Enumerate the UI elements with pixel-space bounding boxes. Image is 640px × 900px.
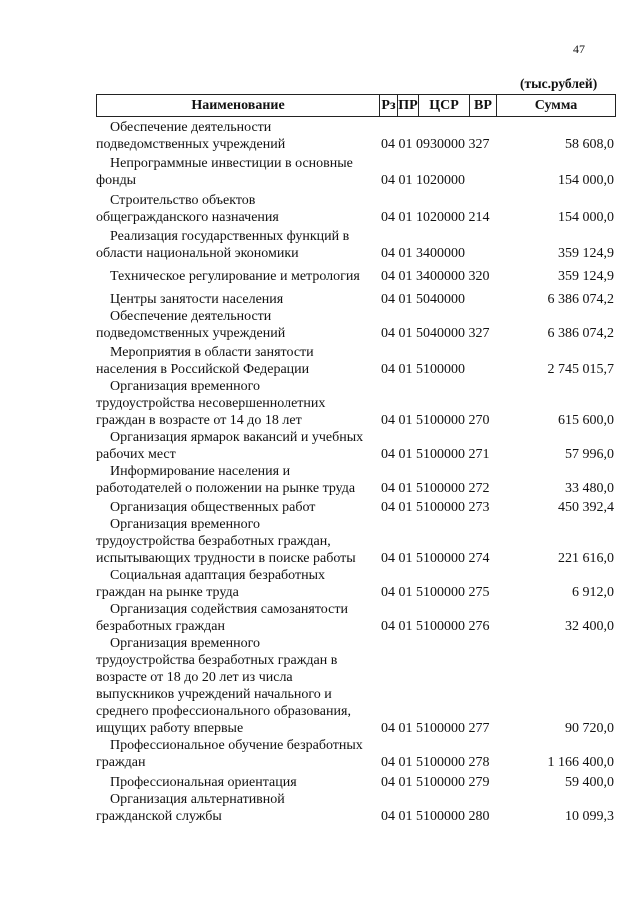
row-name [96,268,380,285]
row-name [96,601,380,635]
row-codes: 04 01 3400000 320 [381,269,490,284]
row-name-line: Информирование населения и [110,464,291,479]
row-name-line: фонды [96,173,137,188]
row-name-line: Организация временного [110,636,260,651]
row-codes: 04 01 3400000 [381,246,465,261]
row-name [96,463,380,497]
row-name-line: Реализация государственных функций в [110,229,350,244]
row-name-line: Организация общественных работ [110,500,316,515]
row-codes: 04 01 5100000 274 [381,551,490,566]
row-codes: 04 01 5100000 279 [381,775,490,790]
row-codes: 04 01 5040000 [381,292,465,307]
row-name-line: среднего профессионального образования, [96,704,351,719]
table-row [0,291,640,308]
row-name [96,635,380,737]
table-row [0,344,640,378]
row-sum: 615 600,0 [558,413,614,428]
units-label: (тыс.рублей) [520,76,598,91]
table-row [0,429,640,463]
row-name-line: трудоустройства безработных граждан в [96,653,338,668]
table-row [0,463,640,497]
page-number: 47 [573,42,585,56]
row-name-line: граждан [96,755,146,770]
row-sum: 450 392,4 [558,500,614,515]
row-name [96,791,380,825]
table-row [0,791,640,825]
row-name-line: Мероприятия в области занятости [110,345,314,360]
row-name-line: Социальная адаптация безработных [110,568,325,583]
row-name-line: подведомственных учреждений [96,326,286,341]
row-codes: 04 01 5100000 271 [381,447,490,462]
row-codes: 04 01 5100000 277 [381,721,490,736]
row-name-line: трудоустройства безработных граждан, [96,534,331,549]
row-sum: 154 000,0 [558,173,614,188]
row-name [96,499,380,516]
row-name-line: Центры занятости населения [110,292,284,307]
row-name-line: гражданской службы [96,809,222,824]
row-sum: 59 400,0 [565,775,614,790]
row-name-line: Строительство объектов [110,193,256,208]
row-name-line: Организация альтернативной [110,792,285,807]
row-codes: 04 01 1020000 [381,173,465,188]
row-codes: 04 01 5040000 327 [381,326,490,341]
row-name-line: трудоустройства несовершеннолетних [96,396,326,411]
row-name-line: ищущих работу впервые [96,721,244,736]
header-pr: ПР [398,95,419,116]
row-sum: 6 386 074,2 [547,326,614,341]
row-name-line: возрасте от 18 до 20 лет из числа [96,670,293,685]
row-codes: 04 01 5100000 270 [381,413,490,428]
row-name [96,378,380,429]
row-name [96,155,380,189]
row-sum: 32 400,0 [565,619,614,634]
row-codes: 04 01 1020000 214 [381,210,490,225]
row-sum: 2 745 015,7 [547,362,614,377]
row-sum: 10 099,3 [565,809,614,824]
row-name-line: Техническое регулирование и метрология [110,269,360,284]
row-name-line: испытывающих трудности в поиске работы [96,551,356,566]
row-name [96,308,380,342]
row-name [96,344,380,378]
row-name-line: граждан на рынке труда [96,585,239,600]
table-row [0,268,640,285]
row-name-line: Непрограммные инвестиции в основные [110,156,353,171]
row-sum: 6 386 074,2 [547,292,614,307]
table-row [0,567,640,601]
row-name-line: Организация содействия самозанятости [110,602,348,617]
row-name-line: Профессиональная ориентация [110,775,297,790]
table-row [0,499,640,516]
row-name [96,429,380,463]
table-row [0,119,640,153]
header-vr: ВР [470,95,497,116]
header-csr: ЦСР [419,95,470,116]
row-codes: 04 01 5100000 275 [381,585,490,600]
row-name-line: граждан в возрасте от 14 до 18 лет [96,413,302,428]
header-sum: Сумма [534,98,578,113]
row-name-line: рабочих мест [96,447,176,462]
table-row [0,601,640,635]
row-name-line: населения в Российской Федерации [96,362,310,377]
row-name [96,119,380,153]
row-codes: 04 01 5100000 278 [381,755,490,770]
row-name-line: работодателей о положении на рынке труда [96,481,356,496]
budget-table-body [0,119,640,825]
row-sum: 1 166 400,0 [547,755,614,770]
row-sum: 33 480,0 [565,481,614,496]
row-codes: 04 01 0930000 327 [381,137,490,152]
row-name-line: Профессиональное обучение безработных [110,738,363,753]
table-row [0,516,640,567]
row-name-line: области национальной экономики [96,246,299,261]
row-name [96,516,380,567]
table-row [0,192,640,226]
row-sum: 90 720,0 [565,721,614,736]
row-name [96,228,380,262]
row-name-line: Организация временного [110,517,260,532]
row-codes: 04 01 5100000 276 [381,619,490,634]
table-row [0,308,640,342]
row-name [96,774,380,791]
row-name-line: общегражданского назначения [96,210,279,225]
row-name [96,192,380,226]
row-codes: 04 01 5100000 [381,362,465,377]
row-codes: 04 01 5100000 273 [381,500,490,515]
row-name-line: Обеспечение деятельности [110,120,272,135]
row-name [96,737,380,771]
row-sum: 359 124,9 [558,246,614,261]
row-name-line: Обеспечение деятельности [110,309,272,324]
table-row [0,737,640,771]
table-row [0,378,640,429]
table-row [0,774,640,791]
row-name [96,567,380,601]
row-sum: 154 000,0 [558,210,614,225]
row-name-line: безработных граждан [96,619,225,634]
row-sum: 58 608,0 [565,137,614,152]
row-codes: 04 01 5100000 280 [381,809,490,824]
row-name-line: подведомственных учреждений [96,137,286,152]
row-sum: 221 616,0 [558,551,614,566]
table-row [0,228,640,262]
row-sum: 359 124,9 [558,269,614,284]
table-row [0,635,640,737]
row-codes: 04 01 5100000 272 [381,481,490,496]
table-header [96,94,616,117]
row-name [96,291,380,308]
row-sum: 57 996,0 [565,447,614,462]
row-sum: 6 912,0 [572,585,614,600]
header-name: Наименование [97,95,380,116]
row-name-line: выпускников учреждений начального и [96,687,332,702]
row-name-line: Организация ярмарок вакансий и учебных [110,430,364,445]
header-rz: Рз [380,95,398,116]
table-row [0,155,640,189]
row-name-line: Организация временного [110,379,260,394]
